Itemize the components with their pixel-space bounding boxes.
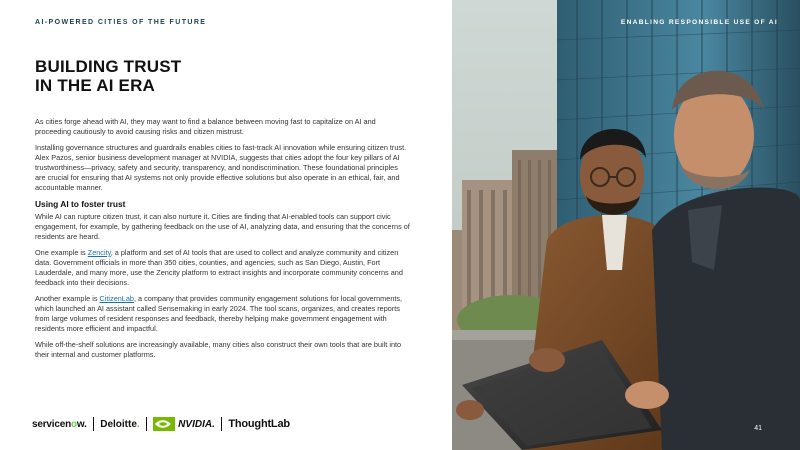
page-title-line-2: IN THE AI ERA (35, 76, 156, 95)
logo-divider (221, 417, 223, 431)
servicenow-logo-text-a: servicen (32, 418, 71, 430)
partner-logos (32, 414, 290, 434)
thoughtlab-logo: ThoughtLab (228, 418, 290, 430)
paragraph-closing: While off-the-shelf solutions are increasingly available, many cities also construct their own tools that are built into their internal and customer platforms. (35, 340, 402, 359)
page-title (35, 57, 181, 95)
article-body (35, 117, 410, 366)
page-title-line-1: BUILDING TRUST (35, 57, 182, 76)
paragraph-zencity-post: , a platform and set of AI tools that are used to collect and analyze community and citizen data. Government officials in more than 350 cities, counties, and agencies, such as San Diego, Austin, Fort Lauderdale, and many more, use the Zencity platform to extract insights and incorporate community concerns and feedback into their decisions. (35, 248, 403, 287)
paragraph-zencity (35, 248, 410, 288)
deloitte-logo-text: Deloitte (100, 418, 137, 430)
paragraph-citizenlab-post: , a company that provides community engagement solutions for local governments, which launched an AI assistant called Sensemaking in early 2024. The tool scans, organizes, and creates reports from large volumes of resident responses and feedback, thereby helping make government engagement with residents more efficient and impactful. (35, 294, 403, 333)
paragraph-citizenlab-pre: Another example is (35, 294, 100, 303)
citizenlab-link[interactable]: CitizenLab (99, 294, 134, 303)
nvidia-logo-text: NVIDIA. (178, 418, 215, 430)
servicenow-logo-text-b: w. (76, 418, 87, 430)
servicenow-logo-o: o (71, 418, 77, 430)
paragraph-intro: As cities forge ahead with AI, they may want to find a balance between moving fast to capitalize on AI and proceeding cautiously to avoid causing risks and citizen mistrust. (35, 117, 376, 136)
section-header-right: ENABLING RESPONSIBLE USE OF AI (620, 19, 778, 26)
logo-divider (93, 417, 95, 431)
section-kicker: AI-POWERED CITIES OF THE FUTURE (35, 19, 207, 26)
zencity-link[interactable]: Zencity (87, 248, 111, 257)
paragraph-zencity-pre: One example is (35, 248, 88, 257)
paragraph-governance: Installing governance structures and guardrails enables cities to fast-track AI innovation while ensuring citizen trust. Alex Pazos, senior business development manager at NVIDIA, suggests that cities adopt the four key pillars of AI trustworthiness—privacy, safety and security, transparency, and nondiscrimination. These foundational principles are crucial for ensuring that AI systems not only provide effective solutions but also operate in an ethical, fair, and accountable manner. (35, 143, 407, 192)
deloitte-logo (100, 419, 139, 430)
subheading: Using AI to foster trust (35, 199, 126, 209)
cover-photo (452, 0, 800, 450)
nvidia-eye-icon (153, 417, 175, 431)
paragraph-citizenlab (35, 294, 410, 334)
nvidia-logo (153, 417, 215, 431)
paragraph-trust: While AI can rupture citizen trust, it can also nurture it. Cities are finding that AI-enabled tools can support civic engagement, for example, by gathering feedback on the use of AI, analyzing data, and ensuring that the concerns of residents are heard. (35, 212, 410, 241)
servicenow-logo (32, 419, 87, 430)
page-number: 41 (754, 425, 762, 432)
photo-two-men-with-laptop (452, 0, 800, 450)
logo-divider (146, 417, 148, 431)
deloitte-logo-dot: . (136, 418, 140, 430)
